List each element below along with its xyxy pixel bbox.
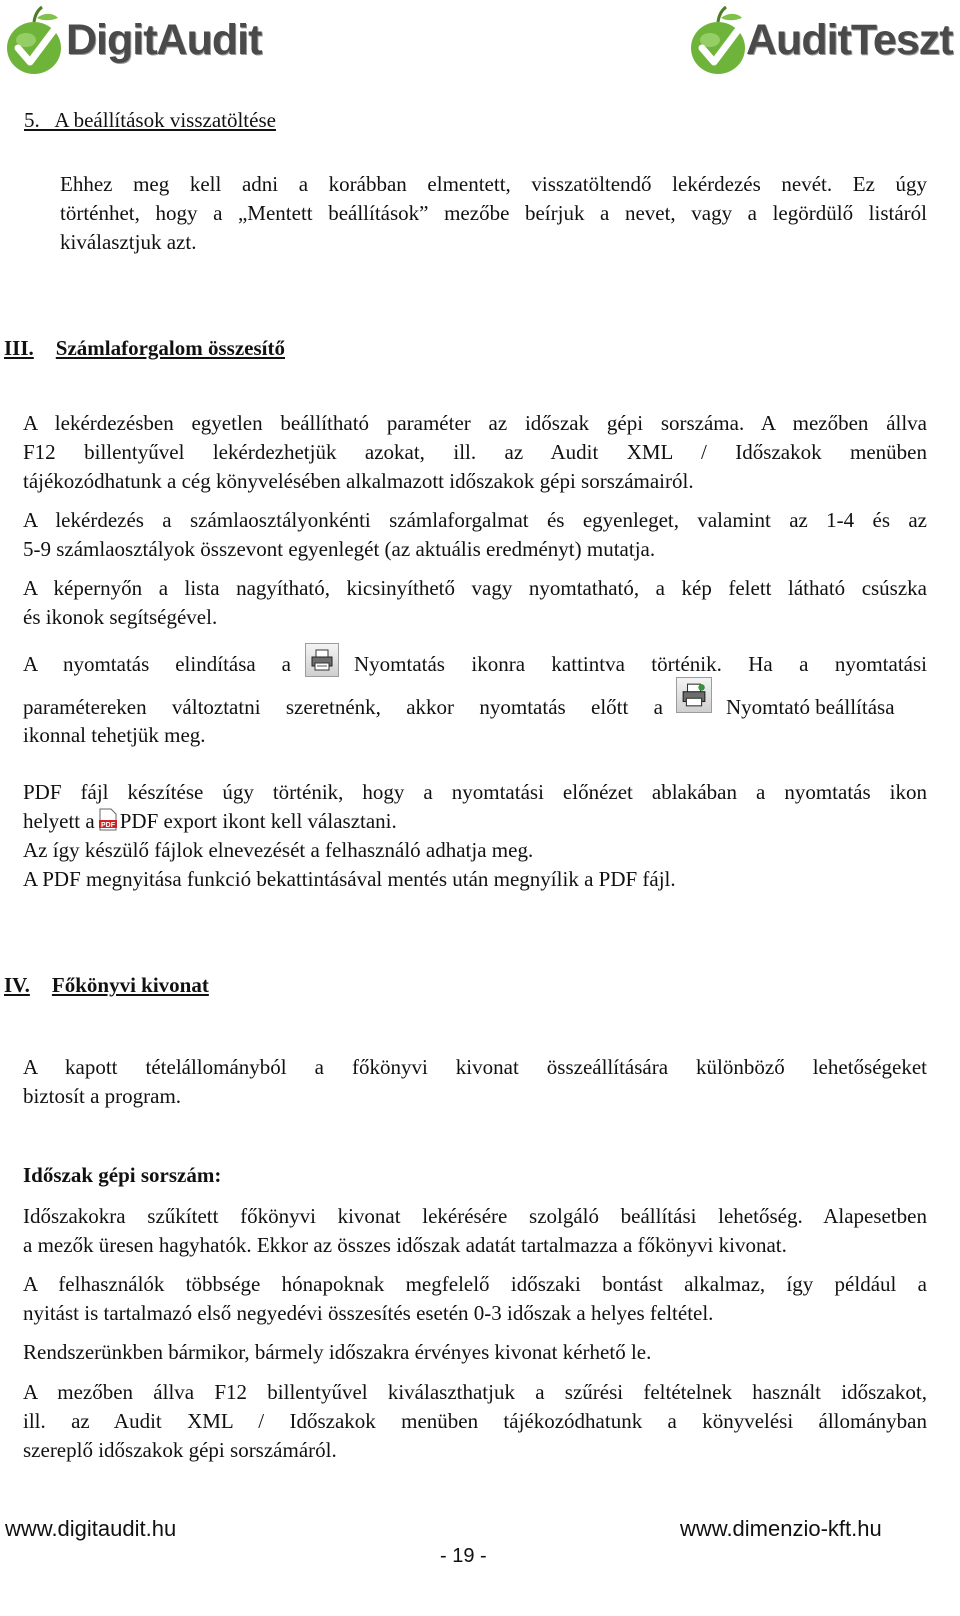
text-line: F12 billentyűvel lekérdezhetjük azokat, ill. az Audit XML / Időszakok menüben	[23, 440, 927, 464]
text-line	[23, 807, 927, 836]
text-line: A kapott tételállományból a főkönyvi kivonat összeállítására különböző lehetőségeket	[23, 1055, 927, 1079]
period-number-heading: Időszak gépi sorszám:	[23, 1163, 222, 1187]
section-5-heading: 5. A beállítások visszatöltése	[24, 108, 276, 132]
section-3-paragraph-3	[23, 574, 927, 632]
text-line: történhet, hogy a „Mentett beállítások” mezőbe beírjuk a nevet, vagy a legördülő listáról	[60, 201, 927, 225]
footer-left-url: www.digitaudit.hu	[5, 1516, 177, 1541]
text-line: ill. az Audit XML / Időszakok menüben tájékozódhatunk a könyvelési állományban	[23, 1409, 927, 1433]
logo-text: DigitAudit	[66, 16, 262, 64]
text-line: kiválasztjuk azt.	[60, 230, 197, 254]
section-4-heading	[4, 973, 209, 998]
text-line: A lekérdezés a számlaosztályonkénti számlaforgalmat és egyenleget, valamint az 1-4 és az	[23, 508, 927, 532]
section-4-paragraph-5	[23, 1378, 927, 1465]
print-paragraph-line-1a: A nyomtatás elindítása a	[23, 652, 291, 676]
text-line: A képernyőn a lista nagyítható, kicsinyíthető vagy nyomtatható, a kép felett látható csúszka	[23, 576, 927, 600]
printer-icon	[310, 648, 334, 672]
section-4-paragraph-3	[23, 1270, 927, 1328]
print-paragraph-line-3: ikonnal tehetjük meg.	[23, 723, 206, 747]
footer-right-url: www.dimenzio-kft.hu	[680, 1516, 882, 1541]
section-title: Főkönyvi kivonat	[51, 973, 209, 997]
text-line: Ehhez meg kell adni a korábban elmentett, visszatöltendő lekérdezés nevét. Ez úgy	[60, 172, 927, 196]
section-4-paragraph-4: Rendszerünkben bármikor, bármely időszakra érvényes kivonat kérhető le.	[23, 1340, 652, 1364]
text-line: és ikonok segítségével.	[23, 605, 218, 629]
section-3-paragraph-1	[23, 409, 927, 496]
text-fragment: helyett a	[23, 809, 95, 833]
section-number: III.	[4, 336, 34, 360]
print-icon-button	[305, 643, 339, 677]
text-line: A lekérdezésben egyetlen beállítható paraméter az időszak gépi sorszáma. A mezőben állva	[23, 411, 927, 435]
text-line: nyitást is tartalmazó első negyedévi összesítés esetén 0-3 időszak a helyes feltétel.	[23, 1301, 714, 1325]
text-fragment: PDF export ikont kell választani.	[119, 809, 397, 833]
digitaudit-logo	[4, 2, 274, 80]
page-number: - 19 -	[440, 1545, 487, 1567]
text-line: Az így készülő fájlok elnevezését a felhasználó adhatja meg.	[23, 838, 534, 862]
printer-settings-icon	[681, 682, 707, 708]
text-line: biztosít a program.	[23, 1084, 182, 1108]
text-line: PDF fájl készítése úgy történik, hogy a nyomtatási előnézet ablakában a nyomtatás ikon	[23, 780, 927, 804]
printer-settings-icon-button	[676, 677, 712, 713]
section-4-paragraph-2	[23, 1202, 927, 1260]
green-apple-checkmark-icon	[4, 4, 64, 78]
section-3-paragraph-2	[23, 506, 927, 564]
text-line: A felhasználók többsége hónapoknak megfelelő időszaki bontást alkalmaz, így például a	[23, 1272, 927, 1296]
print-paragraph-line-2b: Nyomtató beállítása	[726, 695, 895, 719]
section-title: Számlaforgalom összesítő	[55, 336, 285, 360]
green-apple-checkmark-icon	[688, 4, 748, 78]
section-number: IV.	[4, 973, 30, 997]
section-3-heading	[4, 336, 285, 361]
text-line: 5-9 számlaosztályok összevont egyenlegét (az aktuális eredményt) mutatja.	[23, 537, 656, 561]
section-5-paragraph	[60, 170, 927, 257]
auditteszt-logo	[688, 2, 956, 80]
text-line: A PDF megnyitása funkció bekattintásával mentés után megnyílik a PDF fájl.	[23, 867, 676, 891]
print-paragraph-line-2a: paramétereken változtatni szeretnénk, akkor nyomtatás előtt a	[23, 695, 663, 719]
pdf-export-icon	[98, 808, 118, 831]
print-paragraph-line-1b: Nyomtatás ikonra kattintva történik. Ha a nyomtatási	[354, 652, 927, 676]
text-line: A mezőben állva F12 billentyűvel kiválaszthatjuk a szűrési feltételnek használt időszakot,	[23, 1380, 927, 1404]
section-3-paragraph-5	[23, 778, 927, 894]
text-line: szereplő időszakok gépi sorszámáról.	[23, 1438, 337, 1462]
text-line: a mezők üresen hagyhatók. Ekkor az összes időszak adatát tartalmazza a főkönyvi kivonat.	[23, 1233, 787, 1257]
section-4-paragraph-1	[23, 1053, 927, 1111]
svg-text:PDF: PDF	[100, 822, 115, 829]
logo-text: AuditTeszt	[746, 16, 953, 64]
text-line: tájékozódhatunk a cég könyvelésében alkalmazott időszakok gépi sorszámairól.	[23, 469, 694, 493]
text-line: Időszakokra szűkített főkönyvi kivonat lekérésére szolgáló beállítási lehetőség. Alapesetben	[23, 1204, 927, 1228]
